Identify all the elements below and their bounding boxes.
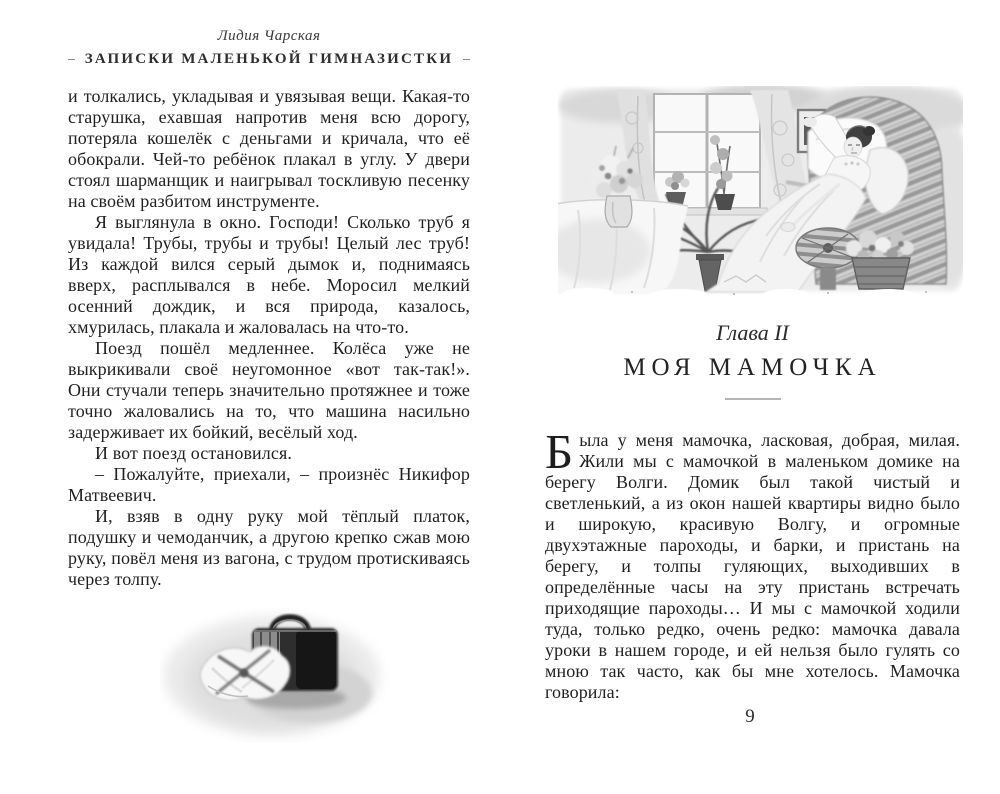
paragraph: и толкались, укладывая и увязывая вещи. Какая-то старушка, ехавшая напротив меня всю дорогу, потеряла кошелёк с деньгами и кричала, что её обокрали. Чей-то ребёнок плакал в углу. У двери стоял шарманщик и наигрывал тоскливую песенку на своём разбитом инструменте. bbox=[68, 86, 470, 211]
chapter-heading bbox=[545, 320, 960, 400]
paragraph: – Пожалуйте, приехали, – произнёс Никифор Матвеевич. bbox=[68, 464, 470, 505]
page-number: 9 bbox=[745, 706, 755, 727]
chapter-number: Глава II bbox=[716, 320, 789, 345]
chapter-rule bbox=[725, 398, 781, 400]
running-head bbox=[68, 28, 470, 68]
paragraph: Поезд пошёл медленнее. Колёса уже не выкрикивали своё неугомонное «вот так-так!». Они стучали теперь значительно протяжнее и тоже точно жаловались на то, что машина насильно задерживает их бойкий, весёлый ход. bbox=[68, 338, 470, 442]
suitcase-illustration bbox=[160, 598, 395, 743]
paragraph-text: ыла у меня мамочка, ласковая, добрая, милая. Жили мы с мамочкой в маленьком домике на берегу Волги. Домик был такой чистый и светленький, а из окон нашей квартиры видно было и широкую, красивую Волгу, и огромные двухэтажные пароходы, и барки, и пристань на берегу, и толпы гуляющих, выходивших в определённые часы на эту пристань встречать приходящие пароходы… И мы с мамочкой ходили туда, только редко, очень редко: мамочка давала уроки в нашем городе, и ей нельзя было гулять со мною так часто, как бы мне хотелось. Мамочка говорила: bbox=[545, 430, 960, 702]
head-rule-left bbox=[68, 59, 75, 60]
drop-cap: Б bbox=[545, 424, 574, 479]
paragraph: И вот поезд остановился. bbox=[95, 443, 292, 463]
author-name: Лидия Чарская bbox=[217, 28, 321, 44]
right-page-text bbox=[545, 424, 960, 703]
chapter-title: МОЯ МАМОЧКА bbox=[623, 354, 882, 381]
paragraph: Я выглянула в окно. Господи! Сколько труб я увидала! Трубы, трубы и трубы! Целый лес труб! Из каждой вился серый дымок и, поднимаясь вверх, расплывался в небе. Моросил мелкий осенний дождик, и вся природа, казалось, хмурилась, плакала и жаловалась на что-то. bbox=[68, 212, 470, 337]
right-page bbox=[500, 0, 1000, 794]
left-page-text bbox=[68, 86, 470, 590]
head-rule-right bbox=[463, 59, 470, 60]
scene-illustration bbox=[558, 86, 963, 298]
paragraph bbox=[545, 424, 960, 703]
book-title-row bbox=[68, 51, 470, 68]
book-title: ЗАПИСКИ МАЛЕНЬКОЙ ГИМНАЗИСТКИ bbox=[84, 51, 454, 67]
paragraph: И, взяв в одну руку мой тёплый платок, подушку и чемоданчик, а другою крепко сжав мою руку, повёл меня из вагона, с трудом протискиваясь через толпу. bbox=[68, 506, 470, 589]
